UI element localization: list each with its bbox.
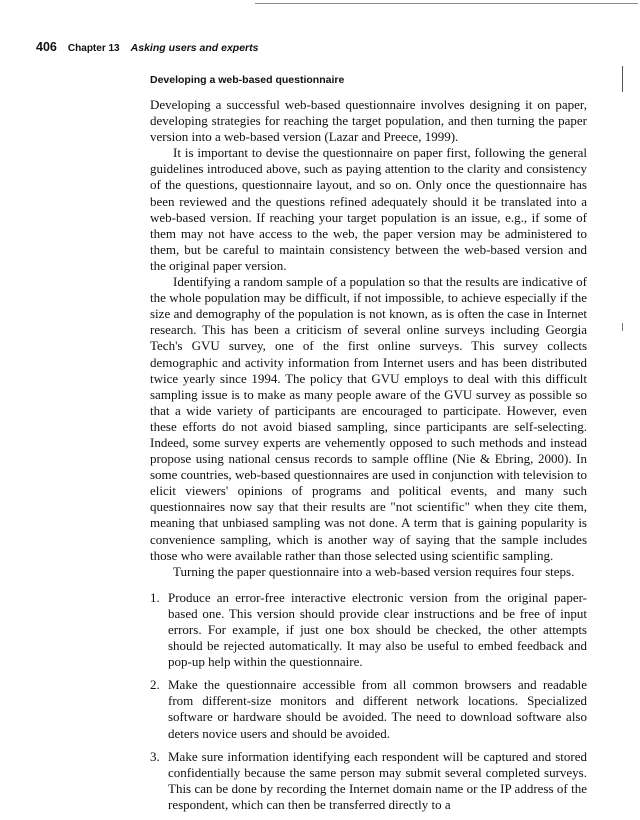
step-item-1	[150, 590, 587, 670]
top-rule	[255, 3, 638, 4]
paragraph-4: Turning the paper questionnaire into a web-based version requires four steps.	[173, 563, 575, 579]
paragraph-1: Developing a successful web-based questionnaire involves designing it on paper, developing strategies for reaching the target population, and then turning the paper version into a web-based version (Lazar and Preece, 1999).	[150, 97, 587, 145]
step-number: 1.	[150, 589, 160, 605]
chapter-title: Asking users and experts	[130, 42, 259, 54]
paragraph-2: It is important to devise the questionnaire on paper first, following the general guidelines introduced above, such as paying attention to the clarity and consistency of the questions, questionnaire layout, and so on. Only once the questionnaire has been reviewed and the questions refined adequately should it be translated into a web-based version. If reaching your target population is an issue, e.g., if some of them may not have access to the web, the paper version may be administered to them, but be careful to maintain consistency between the web-based version and the original paper version.	[150, 145, 587, 273]
margin-tick	[622, 323, 623, 331]
paragraph-3: Identifying a random sample of a population so that the results are indicative of the whole population may be difficult, if not impossible, to achieve especially if the size and demography of the population is not known, as is often the case in Internet research. This has been a criticism of several online surveys including Georgia Tech's GVU survey, one of the first online surveys. This survey collects demographic and activity information from Internet users and has been distributed twice yearly since 1994. The policy that GVU employs to deal with this difficult sampling issue is to make as many people aware of the GVU survey as possible so that a wide variety of participants are encouraged to participate. However, even these efforts do not avoid biased sampling, since participants are self-selecting. Indeed, some survey experts are vehemently opposed to such methods and instead propose using national census records to sample offline (Nie & Ebring, 2000). In some countries, web-based questionnaires are used in conjunction with television to elicit viewers' opinions of programs and political events, and many such questionnaires now say that their results are "not scientific" when they cite them, meaning that unbiased sampling was not done. A term that is gaining popularity is convenience sampling, which is another way of saying that the sample includes those who were available rather than those selected using scientific sampling.	[150, 274, 587, 563]
step-text: Make the questionnaire accessible from all common browsers and readable from different-size monitors and different network locations. Specialized software or hardware should be avoided. The need to download software also deters novice users and should be avoided.	[168, 677, 587, 741]
steps-list	[150, 590, 587, 813]
chapter-label: Chapter 13	[67, 43, 120, 54]
step-text: Make sure information identifying each respondent will be captured and stored confidentially because the same person may submit several completed surveys. This can be done by recording the Internet domain name or the IP address of the respondent, which can then be transferred directly to a	[168, 748, 587, 812]
step-number: 3.	[150, 748, 160, 764]
step-text: Produce an error-free interactive electronic version from the original paper-based one. This version should provide clear instructions and be free of input errors. For example, if just one box should be checked, the other attempts should be rejected automatically. It may also be useful to embed feedback and pop-up help within the questionnaire.	[168, 589, 587, 670]
step-item-3	[150, 749, 587, 813]
section-content	[150, 73, 587, 820]
running-head	[36, 40, 258, 54]
section-heading: Developing a web-based questionnaire	[150, 74, 345, 86]
step-number: 2.	[150, 677, 160, 693]
margin-bar	[622, 66, 623, 92]
page-number: 406	[36, 40, 57, 54]
step-item-2	[150, 677, 587, 741]
